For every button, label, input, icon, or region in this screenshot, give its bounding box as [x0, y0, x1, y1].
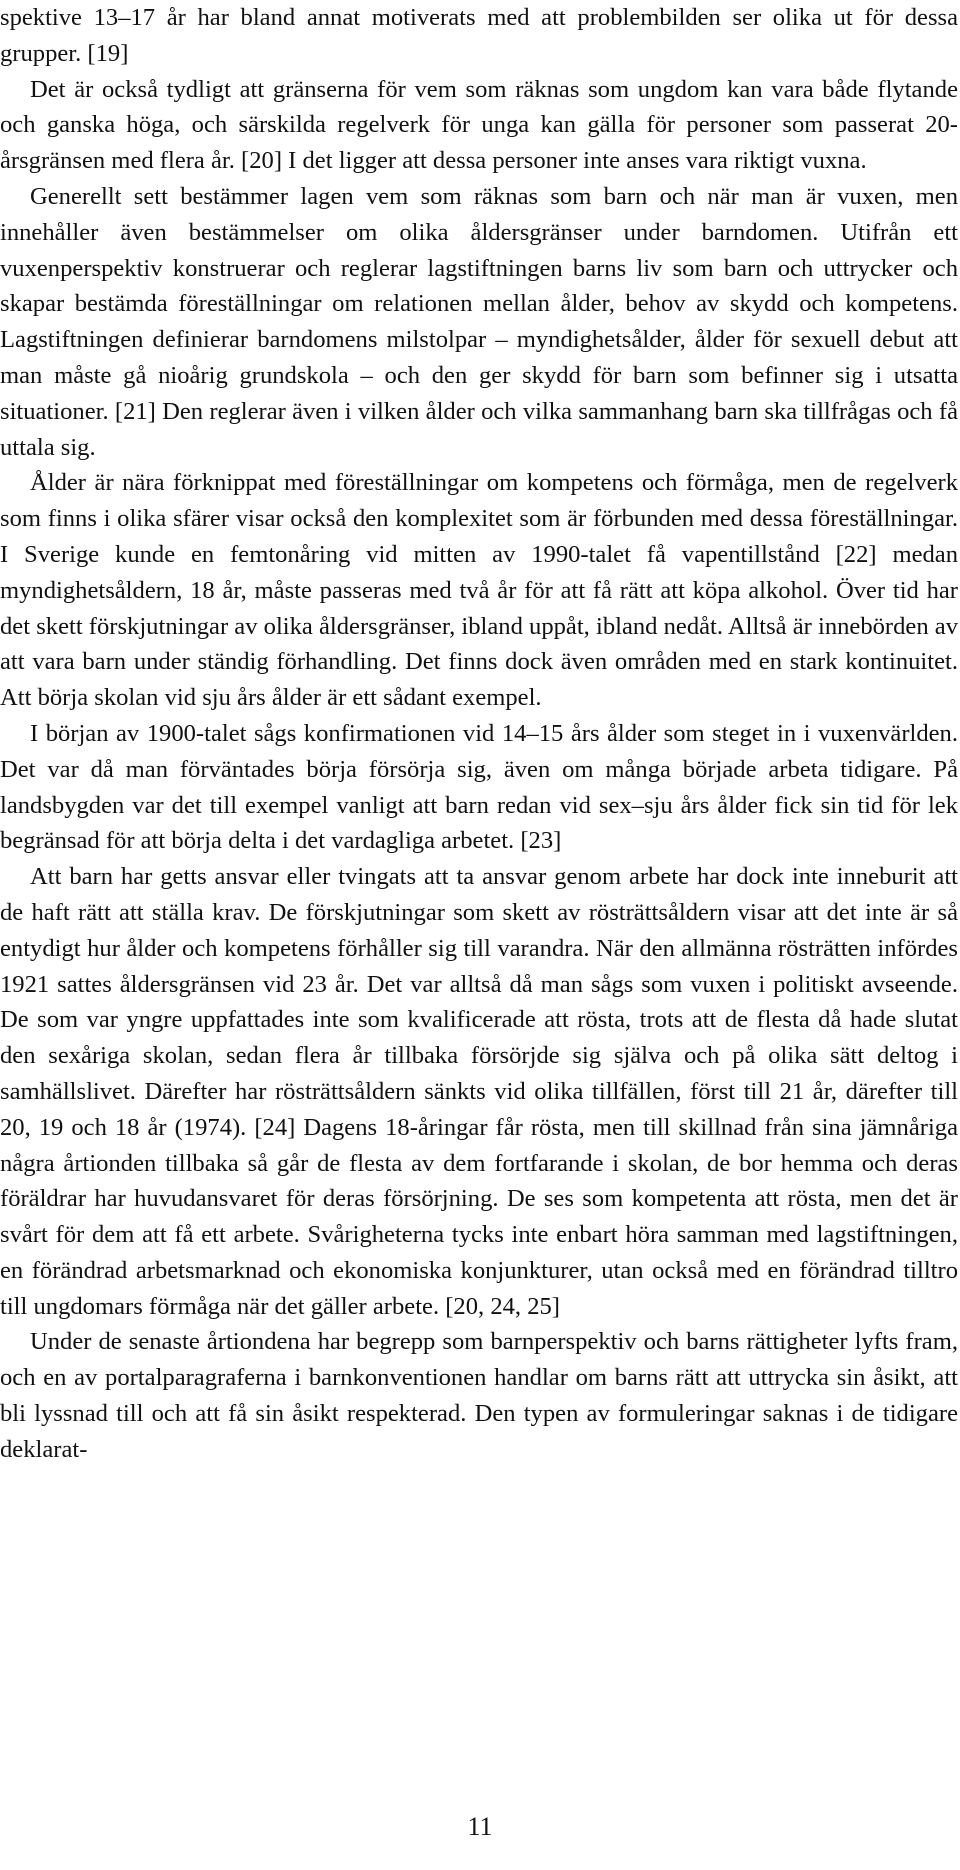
paragraph-6: Att barn har getts ansvar eller tvingats att ta ansvar genom arbete har dock inte inneburit att de haft rätt att ställa krav. De förskjutningar som skett av rösträttsåldern visar att det inte är så entydigt hur ålder och kompetens förhåller sig till varandra. När den allmänna rösträtten infördes 1921 sattes åldersgränsen vid 23 år. Det var alltså då man sågs som vuxen i politiskt avseende. De som var yngre uppfattades inte som kvalificerade att rösta, trots att de flesta då hade slutat den sexåriga skolan, sedan flera år tillbaka försörjde sig själva och på olika sätt deltog i samhällslivet. Därefter har rösträttsåldern sänkts vid olika tillfällen, först till 21 år, därefter till 20, 19 och 18 år (1974). [24] Dagens 18-åringar får rösta, men till skillnad från sina jämnåriga några årtionden tillbaka så går de flesta av dem fortfarande i skolan, de bor hemma och deras föräldrar har huvudansvaret för deras försörjning. De ses som kompetenta att rösta, men det är svårt för dem att få ett arbete. Svårigheterna tycks inte enbart höra samman med lagstiftningen, en förändrad arbetsmarknad och ekonomiska konjunkturer, utan också med en förändrad tilltro till ungdomars förmåga när det gäller arbete. [20, 24, 25]	[0, 863, 958, 1320]
paragraph-3: Generellt sett bestämmer lagen vem som räknas som barn och när man är vuxen, men innehåller även bestämmelser om olika åldersgränser under barndomen. Utifrån ett vuxenperspektiv konstruerar och reglerar lagstiftningen barns liv som barn och uttrycker och skapar bestämda föreställningar om relationen mellan ålder, behov av skydd och kompetens. Lagstiftningen definierar barndomens milstolpar – myndighetsålder, ålder för sexuell debut att man måste gå nioårig grundskola – och den ger skydd för barn som befinner sig i utsatta situationer. [21] Den reglerar även i vilken ålder och vilka sammanhang barn ska tillfrågas och få uttala sig.	[0, 182, 958, 461]
paragraph-1: spektive 13–17 år har bland annat motiverats med att problembilden ser olika ut för dessa grupper. [19]	[0, 4, 958, 67]
paragraph-5: I början av 1900-talet sågs konfirmationen vid 14–15 års ålder som steget in i vuxenvärlden. Det var då man förväntades börja försörja sig, även om många började arbeta tidigare. På landsbygden var det till exempel vanligt att barn redan vid sex–sju års ålder fick sin tid för lek begränsad för att börja delta i det vardagliga arbetet. [23]	[0, 719, 958, 855]
paragraph-4: Ålder är nära förknippat med föreställningar om kompetens och förmåga, men de regelverk som finns i olika sfärer visar också den komplexitet som är förbunden med dessa föreställningar. I Sverige kunde en femtonåring vid mitten av 1990-talet få vapentillstånd [22] medan myndighetsåldern, 18 år, måste passeras med två år för att få rätt att köpa alkohol. Över tid har det skett förskjutningar av olika åldersgränser, ibland uppåt, ibland nedåt. Alltså är innebörden av att vara barn under ständig förhandling. Det finns dock även områden med en stark kontinuitet. Att börja skolan vid sju års ålder är ett sådant exempel.	[0, 469, 958, 712]
page-number: 11	[467, 1812, 493, 1841]
paragraph-2: Det är också tydligt att gränserna för vem som räknas som ungdom kan vara både flytande och ganska höga, och särskilda regelverk för unga kan gälla för personer som passerat 20-årsgränsen med flera år. [20] I det ligger att dessa personer inte anses vara riktigt vuxna.	[0, 75, 958, 175]
paragraph-7: Under de senaste årtiondena har begrepp som barnperspektiv och barns rättigheter lyfts fram, och en av portalparagraferna i barnkonventionen handlar om barns rätt att uttrycka sin åsikt, att bli lyssnad till och att få sin åsikt respekterad. Den typen av formuleringar saknas i de tidigare deklarat-	[0, 1328, 958, 1463]
